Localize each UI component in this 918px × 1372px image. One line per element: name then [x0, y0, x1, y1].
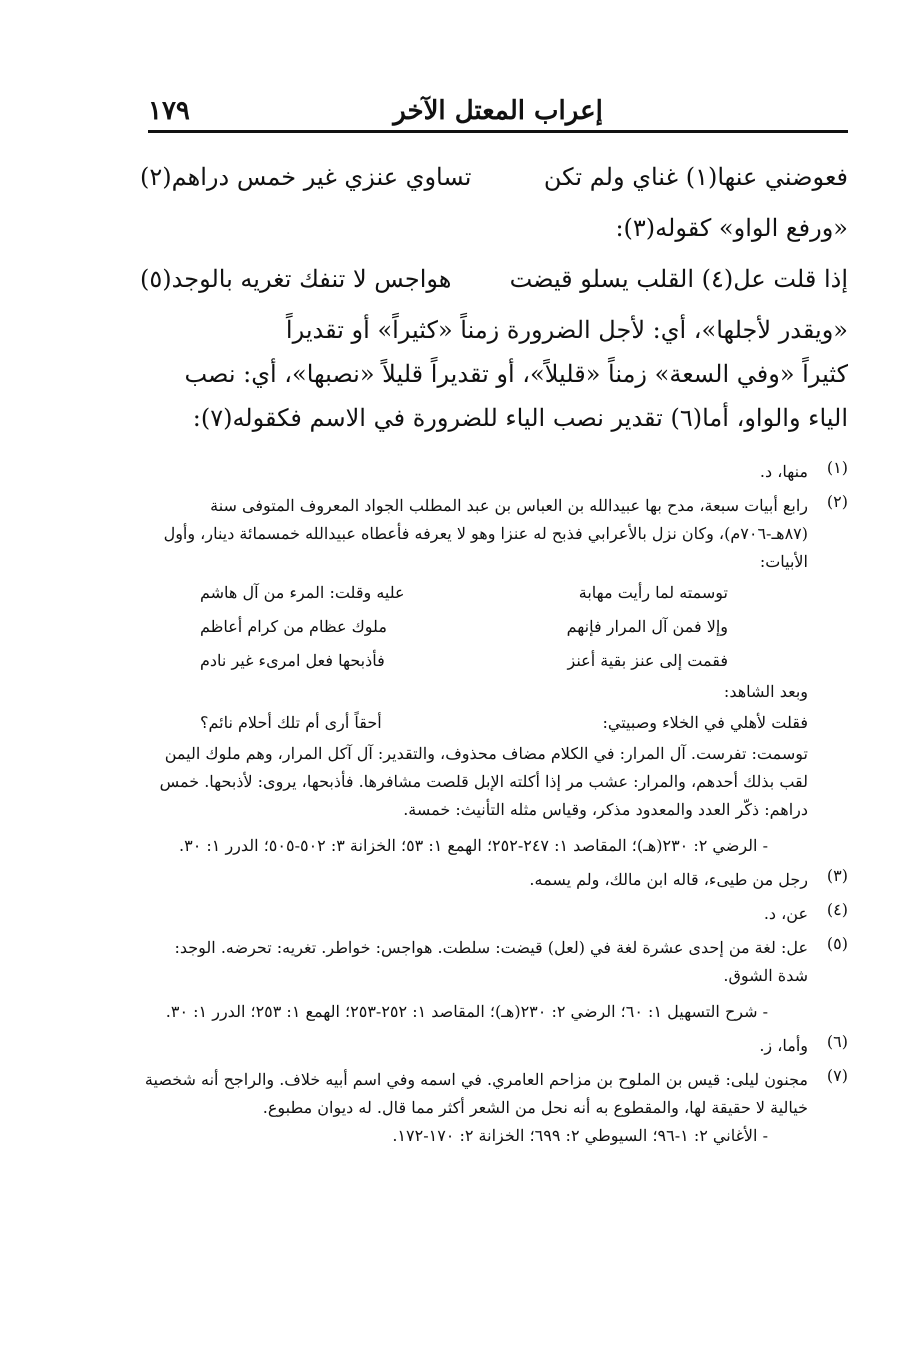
footnote-text: منها، د. [759, 462, 808, 481]
footnote [140, 934, 848, 1026]
page-number: ١٧٩ [148, 96, 190, 126]
footnote-body [140, 1066, 808, 1150]
poem-verse [140, 610, 808, 644]
footnote-body [140, 492, 808, 860]
verse-second-hemistich: أحقاً أرى أم تلك أحلام نائم؟ [200, 713, 382, 732]
body-line: «ورفع الواو» كقوله(٣): [615, 214, 848, 242]
footnote-body [140, 934, 808, 1026]
footnote-text: رجل من طيىء، قاله ابن مالك، ولم يسمه. [529, 870, 808, 889]
poem-verse [140, 250, 848, 308]
verse-first-hemistich: فعوضني عنها(١) غناي ولم تكن [543, 163, 848, 191]
footnote-text: عل: لغة من إحدى عشرة لغة في (لعل) قيضت: سلطت. هواجس: خواطر. تغريه: تحرضه. الوجد: شدة الشوق. [174, 938, 808, 985]
footnote [140, 1066, 848, 1150]
footnote-mark: (٣) [826, 866, 848, 885]
footnote-mark: (٦) [826, 1032, 848, 1051]
poem-verse [140, 148, 848, 206]
footnote [140, 1032, 848, 1060]
footnote [140, 900, 848, 928]
footnote-mark: (١) [826, 458, 848, 477]
verse-first-hemistich: وإلا فمن آل المرار فإنهم [566, 617, 728, 636]
running-header [148, 96, 848, 133]
body-line: كثيراً «وفي السعة» زمناً «قليلاً»، أو تقديراً قليلاً «نصبها»، أي: نصب [184, 360, 848, 388]
poem-verse [140, 576, 808, 610]
verse-second-hemistich: عليه وقلت: المرء من آل هاشم [200, 583, 405, 602]
footnote-text: وأما، ز. [759, 1036, 808, 1055]
footnote-text: مجنون ليلى: قيس بن الملوح بن مزاحم العامري. في اسمه وفي اسم أبيه خلاف. والراجح أنه شخصية خيالية لا حقيقة لها، والمقطوع به أنه نحل من الشعر أكثر مما قال. له ديوان مطبوع. [144, 1070, 808, 1117]
verse-first-hemistich: توسمته لما رأيت مهابة [578, 583, 728, 602]
footnotes [140, 458, 848, 1156]
footnote-mark: (٥) [826, 934, 848, 953]
poem-verse [140, 706, 808, 740]
verse-second-hemistich: هواجس لا تنفك تغريه بالوجد(٥) [140, 265, 452, 293]
main-text [140, 148, 848, 440]
footnote [140, 458, 848, 486]
footnote-mark: (٤) [826, 900, 848, 919]
verse-first-hemistich: فقمت إلى عنز بقية أعنز [567, 651, 728, 670]
footnote-mark: (٧) [826, 1066, 848, 1085]
verse-second-hemistich: ملوك عظام من كرام أعاظم [200, 617, 387, 636]
page-title: إعراب المعتل الآخر [393, 96, 603, 126]
verse-first-hemistich: إذا قلت عل(٤) القلب يسلو قيضت [509, 265, 848, 293]
verse-second-hemistich: فأذبحها فعل امرىء غير نادم [200, 651, 385, 670]
footnote-text: وبعد الشاهد: [723, 682, 808, 701]
footnote-text: عن، د. [763, 904, 808, 923]
footnote-references: - الرضي ٢: ٢٣٠(هـ)؛ المقاصد ١: ٢٤٧-٢٥٢؛ الهمع ١: ٥٣؛ الخزانة ٣: ٥٠٢-٥٠٥؛ الدرر ١: ٣٠. [179, 836, 768, 855]
footnote-text: رابع أبيات سبعة، مدح بها عبيدالله بن العباس بن عبد المطلب الجواد المعروف المتوفى سنة (٨٧هـ-٧٠٦م)، وكان نزل بالأعرابي فذبح له عنزا وهو لا يعرفه فأعطاه عبيدالله خمسمائة دينار، وأول الأبيات: [163, 496, 808, 571]
verse-second-hemistich: تساوي عنزي غير خمس دراهم(٢) [140, 163, 472, 191]
footnote-mark: (٢) [826, 492, 848, 511]
body-line: الياء والواو، أما(٦) تقدير نصب الياء للضرورة في الاسم فكقوله(٧): [192, 404, 848, 432]
footnote-gloss: توسمت: تفرست. آل المرار: في الكلام مضاف محذوف، والتقدير: آل آكل المرار، وهم ملوك اليمن لقب بذلك أحدهم، والمرار: عشب مر إذا أكلته الإبل قلصت مشافرها. فأذبحها، يروى: لأذبحها. خمس دراهم: ذكّر العدد والمعدود مذكر، وقياس مثله التأنيث: خمسة. [159, 744, 808, 819]
footnote [140, 866, 848, 894]
verse-first-hemistich: فقلت لأهلي في الخلاء وصبيتي: [602, 713, 808, 732]
footnote-references: - شرح التسهيل ١: ٦٠؛ الرضي ٢: ٢٣٠(هـ)؛ المقاصد ١: ٢٥٢-٢٥٣؛ الهمع ١: ٢٥٣؛ الدرر ١: ٣٠. [165, 1002, 768, 1021]
poem-verse [140, 644, 808, 678]
footnote-references: - الأغاني ٢: ١-٩٦؛ السيوطي ٢: ٦٩٩؛ الخزانة ٢: ١٧٠-١٧٢. [392, 1126, 768, 1145]
footnote [140, 492, 848, 860]
body-line: «ويقدر لأجلها»، أي: لأجل الضرورة زمناً «كثيراً» أو تقديراً [285, 316, 848, 344]
